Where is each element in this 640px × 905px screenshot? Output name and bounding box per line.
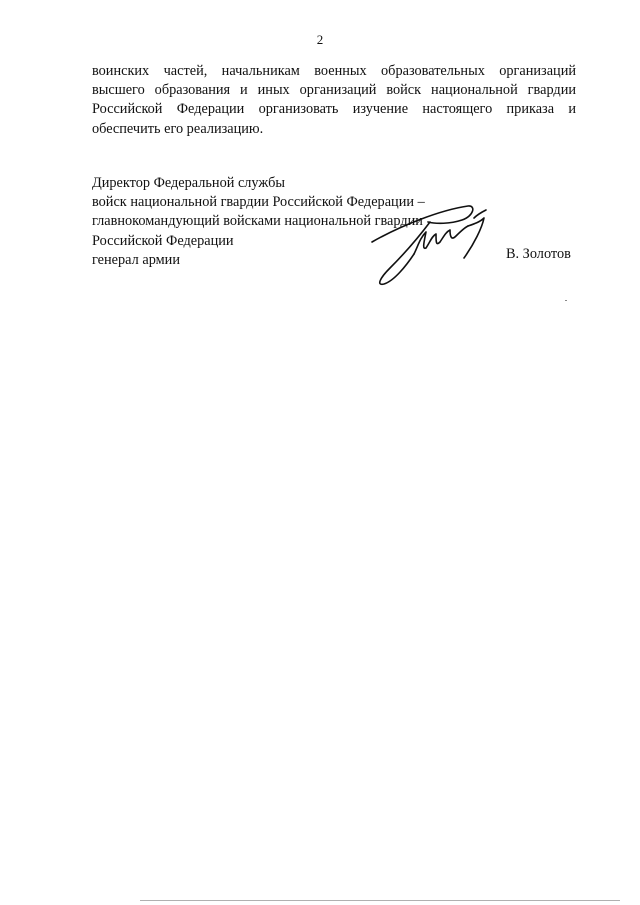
scan-speck [565, 300, 567, 301]
signatory-title-line-3: главнокомандующий войсками национальной гвардии [92, 213, 423, 230]
signatory-title-line-1: Директор Федеральной службы [92, 175, 285, 191]
scan-bottom-edge [140, 900, 620, 901]
signatory-rank: генерал армии [92, 251, 180, 268]
signatory-name: В. Золотов [506, 246, 571, 262]
body-paragraph: воинских частей, начальникам военных образовательных организаций высшего образования и иных организаций войск национальной гвардии Российской Федерации организовать изучение настоящего приказа и обеспечить его реализацию. [92, 63, 576, 137]
signatory-title-line-4: Российской Федерации [92, 232, 234, 249]
page-number: 2 [316, 32, 324, 47]
signatory-title-line-2: войск национальной гвардии Российской Федерации – [92, 194, 425, 211]
handwritten-signature [370, 196, 500, 292]
